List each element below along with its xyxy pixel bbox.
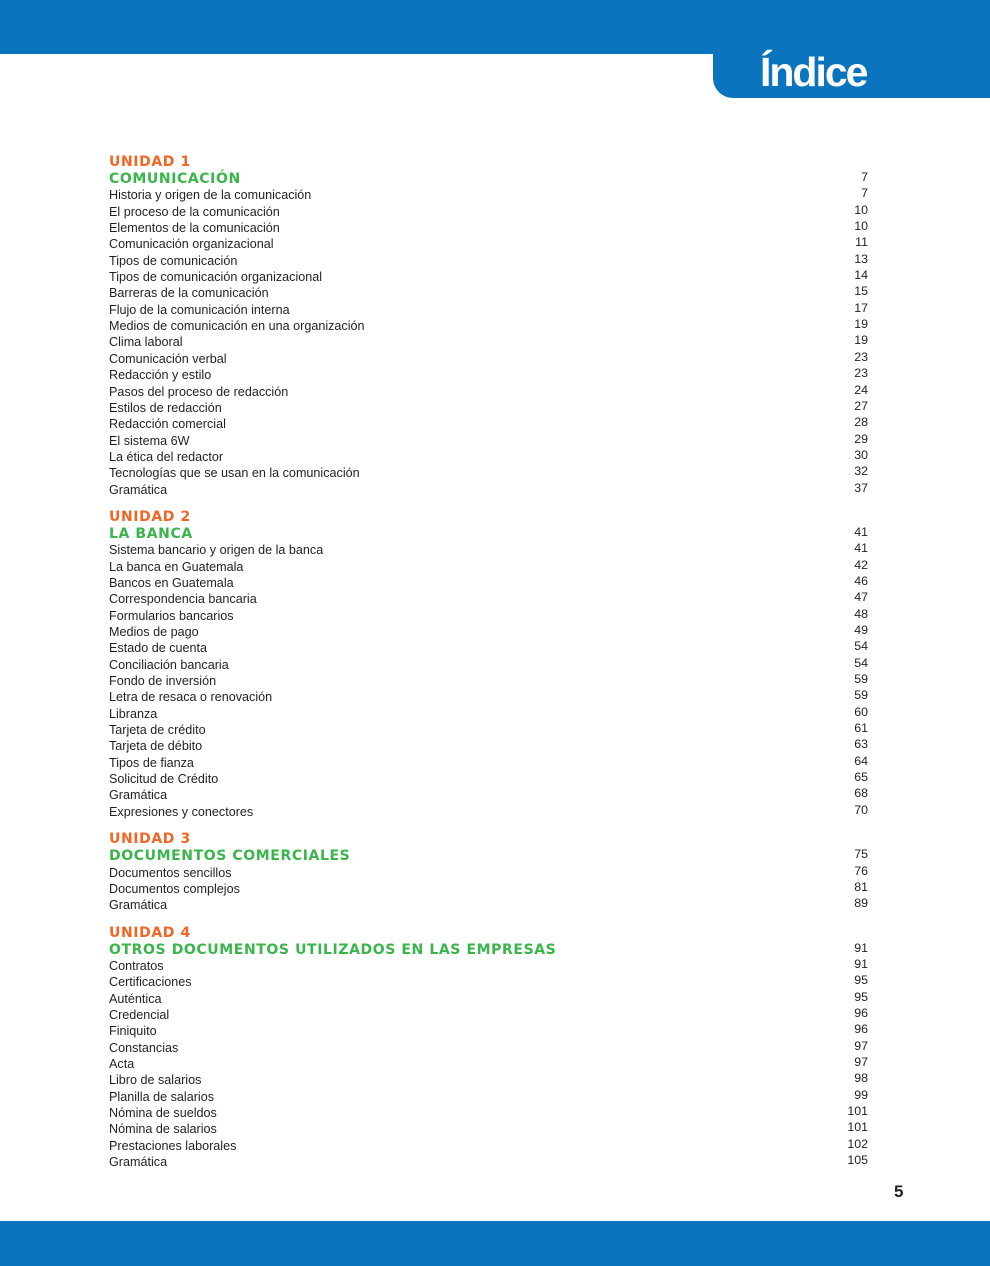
toc-entry-title: Medios de pago — [109, 625, 199, 640]
toc-entry-page: 68 — [854, 786, 868, 801]
toc-entry-title: Estilos de redacción — [109, 400, 222, 415]
toc-entry[interactable] — [109, 351, 868, 367]
toc-entry[interactable] — [109, 559, 868, 575]
toc-entry[interactable] — [109, 400, 868, 416]
toc-entry-title: Tipos de comunicación organizacional — [109, 270, 323, 285]
toc-entry-title: Letra de resaca o renovación — [109, 690, 273, 705]
toc-entry-page: 11 — [855, 235, 868, 250]
toc-entry-page: 27 — [854, 398, 868, 413]
toc-entry-page: 54 — [854, 639, 868, 654]
toc-entry[interactable] — [109, 416, 868, 432]
toc-entry[interactable] — [109, 640, 868, 656]
toc-entry-page: 42 — [854, 557, 868, 572]
toc-entry-page: 81 — [854, 879, 868, 894]
toc-entry-page: 97 — [854, 1055, 868, 1070]
unit-label: UNIDAD 2 — [109, 508, 191, 525]
toc-entry[interactable] — [109, 755, 868, 771]
toc-entry-page: 76 — [854, 863, 868, 878]
unit-title-row[interactable] — [109, 848, 868, 864]
toc-entry[interactable] — [109, 881, 868, 897]
table-of-contents — [109, 154, 868, 1181]
toc-entry[interactable] — [109, 1105, 868, 1121]
toc-entry[interactable] — [109, 384, 868, 400]
footer-band — [0, 1221, 990, 1266]
toc-entry[interactable] — [109, 624, 868, 640]
toc-entry-page: 95 — [854, 973, 868, 988]
toc-entry[interactable] — [109, 449, 868, 465]
toc-entry[interactable] — [109, 958, 868, 974]
toc-entry-page: 13 — [854, 251, 868, 266]
toc-entry[interactable] — [109, 187, 868, 203]
toc-entry-title: Estado de cuenta — [109, 641, 208, 656]
toc-entry-title: Auténtica — [109, 991, 162, 1006]
toc-entry-title: Sistema bancario y origen de la banca — [109, 543, 324, 558]
toc-entry-title: Documentos complejos — [109, 881, 240, 896]
unit-title-page: 75 — [854, 847, 868, 862]
toc-entry-page: 64 — [854, 753, 868, 768]
toc-entry-page: 63 — [854, 737, 868, 752]
toc-entry-page: 23 — [854, 349, 868, 364]
unit-title: LA BANCA — [109, 525, 193, 542]
toc-entry[interactable] — [109, 465, 868, 481]
toc-entry-title: Nómina de salarios — [109, 1122, 217, 1137]
toc-entry[interactable] — [109, 591, 868, 607]
unit-title-page: 41 — [854, 524, 868, 539]
toc-entry-page: 29 — [854, 431, 868, 446]
unit-title-page: 7 — [861, 170, 868, 184]
toc-entry-page: 37 — [854, 480, 868, 495]
toc-entry-page: 46 — [854, 574, 868, 588]
toc-entry-title: Comunicación organizacional — [109, 237, 274, 252]
toc-entry-title: Gramática — [109, 898, 168, 913]
toc-entry[interactable] — [109, 542, 868, 558]
toc-entry-title: Barreras de la comunicación — [109, 286, 269, 301]
toc-entry-title: Expresiones y conectores — [109, 804, 254, 819]
toc-entry-title: Historia y origen de la comunicación — [109, 188, 312, 203]
unit-title-row[interactable] — [109, 526, 868, 542]
toc-entry-page: 14 — [854, 268, 868, 283]
unit-section — [109, 831, 868, 913]
toc-entry[interactable] — [109, 1072, 868, 1088]
toc-entry-page: 54 — [854, 655, 868, 670]
unit-title-row[interactable] — [109, 171, 868, 187]
toc-entry-title: Documentos sencillos — [109, 865, 232, 880]
toc-entry-page: 10 — [854, 202, 868, 217]
toc-entry[interactable] — [109, 302, 868, 318]
toc-entry[interactable] — [109, 787, 868, 803]
toc-entry-title: Tipos de comunicación — [109, 253, 238, 268]
toc-entry-title: Conciliación bancaria — [109, 657, 229, 672]
toc-entry[interactable] — [109, 318, 868, 334]
toc-entry-title: Libro de salarios — [109, 1073, 202, 1088]
toc-entry[interactable] — [109, 1121, 868, 1137]
toc-entry[interactable] — [109, 974, 868, 990]
toc-entry-title: Redacción comercial — [109, 417, 226, 432]
toc-entry-title: Fondo de inversión — [109, 674, 217, 689]
toc-entry[interactable] — [109, 334, 868, 350]
toc-entry-page: 48 — [854, 606, 868, 621]
toc-entry[interactable] — [109, 269, 868, 285]
toc-entry-title: Certificaciones — [109, 975, 192, 990]
toc-entry-title: Nómina de sueldos — [109, 1106, 217, 1121]
toc-entry-page: 32 — [854, 464, 868, 479]
toc-entry-title: Planilla de salarios — [109, 1089, 215, 1104]
toc-entry-page: 15 — [854, 284, 868, 299]
toc-entry-title: Tarjeta de débito — [109, 739, 203, 754]
unit-title: OTROS DOCUMENTOS UTILIZADOS EN LAS EMPRESAS — [109, 941, 557, 958]
toc-entry-title: Solicitud de Crédito — [109, 772, 219, 787]
toc-entry-page: 30 — [854, 447, 868, 462]
unit-title-row[interactable] — [109, 942, 868, 958]
toc-entry-page: 59 — [854, 672, 868, 687]
toc-entry-title: Correspondencia bancaria — [109, 592, 257, 607]
toc-entry-page: 61 — [854, 721, 868, 736]
toc-entry[interactable] — [109, 657, 868, 673]
toc-entry[interactable] — [109, 804, 868, 820]
toc-entry[interactable] — [109, 897, 868, 913]
toc-entry[interactable] — [109, 1138, 868, 1154]
toc-entry-page: 89 — [854, 896, 868, 911]
toc-entry-title: Tipos de fianza — [109, 755, 194, 770]
toc-entry[interactable] — [109, 991, 868, 1007]
toc-entry-title: Constancias — [109, 1040, 179, 1055]
toc-entry-title: Credencial — [109, 1008, 170, 1022]
toc-entry-page: 10 — [854, 219, 868, 234]
toc-entry-title: Tarjeta de crédito — [109, 723, 206, 738]
toc-entry-page: 70 — [854, 802, 868, 817]
toc-entry[interactable] — [109, 204, 868, 220]
toc-entry-title: Bancos en Guatemala — [109, 576, 234, 590]
toc-entry[interactable] — [109, 433, 868, 449]
toc-entry-page: 95 — [854, 989, 868, 1004]
toc-entry-page: 65 — [854, 770, 868, 785]
toc-entry-title: Elementos de la comunicación — [109, 221, 280, 236]
unit-title: DOCUMENTOS COMERCIALES — [109, 848, 351, 865]
unit-label: UNIDAD 3 — [109, 831, 191, 848]
toc-entry[interactable] — [109, 1056, 868, 1072]
page-title: Índice — [760, 49, 867, 95]
toc-entry-page: 97 — [854, 1038, 868, 1053]
toc-entry-page: 101 — [847, 1120, 868, 1135]
toc-entry-title: La ética del redactor — [109, 449, 224, 464]
toc-entry[interactable] — [109, 285, 868, 301]
toc-entry-page: 41 — [854, 541, 868, 556]
unit-section — [109, 509, 868, 820]
toc-entry-title: Formularios bancarios — [109, 608, 234, 623]
unit-label: UNIDAD 1 — [109, 154, 191, 170]
toc-entry-title: Gramática — [109, 1155, 168, 1170]
toc-entry-page: 19 — [854, 333, 868, 348]
toc-entry-title: La banca en Guatemala — [109, 559, 244, 574]
toc-entry[interactable] — [109, 722, 868, 738]
toc-entry-title: Prestaciones laborales — [109, 1138, 237, 1153]
toc-entry[interactable] — [109, 1023, 868, 1039]
toc-entry-page: 24 — [854, 382, 868, 397]
toc-entry-page: 28 — [854, 415, 868, 430]
toc-entry-title: Acta — [109, 1057, 135, 1072]
toc-entry-title: El sistema 6W — [109, 433, 190, 448]
toc-entry-title: Libranza — [109, 706, 158, 721]
toc-entry-page: 101 — [847, 1104, 868, 1119]
toc-entry-page: 96 — [854, 1006, 868, 1020]
toc-entry[interactable] — [109, 865, 868, 881]
toc-entry[interactable] — [109, 367, 868, 383]
toc-entry[interactable] — [109, 575, 868, 591]
toc-entry[interactable] — [109, 482, 868, 498]
toc-entry[interactable] — [109, 1040, 868, 1056]
toc-entry-page: 60 — [854, 704, 868, 719]
unit-title-page: 91 — [854, 940, 868, 955]
unit-section — [109, 925, 868, 1171]
toc-entry[interactable] — [109, 673, 868, 689]
toc-entry-title: Tecnologías que se usan en la comunicación — [109, 466, 360, 481]
toc-entry[interactable] — [109, 771, 868, 787]
toc-entry[interactable] — [109, 1089, 868, 1105]
toc-entry-title: Gramática — [109, 788, 168, 803]
toc-entry[interactable] — [109, 220, 868, 236]
toc-entry-page: 91 — [854, 956, 868, 971]
toc-entry-page: 23 — [854, 366, 868, 381]
toc-entry[interactable] — [109, 689, 868, 705]
toc-entry-page: 47 — [854, 590, 868, 605]
toc-entry-page: 105 — [847, 1153, 868, 1168]
toc-entry-title: Finiquito — [109, 1024, 157, 1039]
toc-entry-page: 99 — [854, 1087, 868, 1102]
toc-entry-title: Clima laboral — [109, 335, 183, 350]
toc-entry-title: Gramática — [109, 482, 168, 497]
toc-entry-page: 49 — [854, 623, 868, 638]
toc-entry-title: Contratos — [109, 958, 164, 973]
toc-entry-page: 102 — [847, 1136, 868, 1151]
unit-section — [109, 154, 868, 498]
toc-entry-title: Pasos del proceso de redacción — [109, 384, 289, 399]
toc-entry-title: El proceso de la comunicación — [109, 204, 280, 219]
toc-entry-title: Redacción y estilo — [109, 368, 212, 383]
toc-entry-page: 98 — [854, 1071, 868, 1086]
toc-entry-page: 59 — [854, 688, 868, 703]
unit-title: COMUNICACIÓN — [109, 171, 241, 187]
toc-entry[interactable] — [109, 706, 868, 722]
toc-entry-title: Flujo de la comunicación interna — [109, 302, 290, 317]
toc-entry-title: Comunicación verbal — [109, 351, 227, 366]
toc-entry[interactable] — [109, 738, 868, 754]
toc-entry-page: 7 — [861, 186, 868, 201]
page-number: 5 — [894, 1182, 904, 1201]
toc-entry[interactable] — [109, 1154, 868, 1170]
toc-entry-page: 19 — [854, 317, 868, 332]
toc-entry[interactable] — [109, 236, 868, 252]
toc-entry[interactable] — [109, 1007, 868, 1023]
toc-entry-page: 17 — [854, 300, 868, 315]
toc-entry-page: 96 — [854, 1022, 868, 1037]
toc-entry[interactable] — [109, 608, 868, 624]
toc-entry[interactable] — [109, 253, 868, 269]
unit-label: UNIDAD 4 — [109, 924, 191, 941]
toc-entry-title: Medios de comunicación en una organización — [109, 319, 365, 334]
